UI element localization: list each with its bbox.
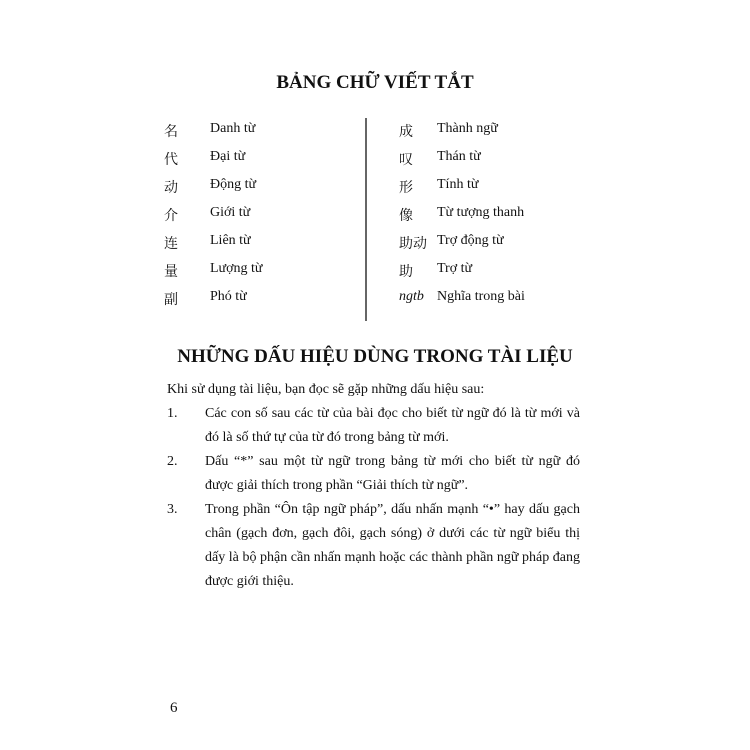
abbreviation-symbol: 副 — [164, 293, 178, 308]
abbreviation-label: Trợ động từ — [437, 233, 504, 248]
item-text: Các con số sau các từ của bài đọc cho biết từ ngữ đó là từ mới và đó là số thứ tự của từ đó trong bảng từ mới. — [205, 406, 580, 445]
abbreviation-label: Trợ từ — [437, 261, 473, 276]
abbreviation-symbol: 成 — [399, 125, 413, 140]
abbreviation-label: Lượng từ — [210, 261, 263, 276]
abbreviation-symbol: 形 — [399, 181, 413, 196]
abbreviation-symbol: 代 — [164, 153, 178, 168]
item-number: 1. — [167, 406, 178, 421]
page-number: 6 — [170, 700, 178, 716]
abbreviation-symbol: 助 — [399, 265, 413, 280]
abbreviation-symbol: ngtb — [399, 289, 424, 304]
abbreviation-symbol: 助动 — [399, 237, 427, 252]
abbreviation-symbol: 像 — [399, 209, 413, 224]
abbreviation-label: Đại từ — [210, 149, 246, 164]
intro-text: Khi sử dụng tài liệu, bạn đọc sẽ gặp những dấu hiệu sau: — [167, 382, 485, 397]
abbreviation-symbol: 连 — [164, 237, 178, 252]
abbreviation-label: Liên từ — [210, 233, 251, 248]
abbreviation-label: Thán từ — [437, 149, 481, 164]
abbreviation-label: Từ tượng thanh — [437, 205, 525, 220]
abbreviation-label: Thành ngữ — [437, 121, 498, 136]
abbreviation-symbol: 动 — [164, 181, 178, 196]
abbreviation-label: Tính từ — [437, 177, 479, 192]
column-divider — [365, 118, 367, 321]
item-number: 3. — [167, 502, 178, 517]
abbreviation-symbol: 量 — [164, 265, 178, 280]
item-number: 2. — [167, 454, 178, 469]
abbreviation-label: Phó từ — [210, 289, 247, 304]
item-text: Dấu “*” sau một từ ngữ trong bảng từ mới cho biết từ ngữ đó được giải thích trong phần “Giải thích từ ngữ”. — [205, 454, 580, 493]
abbreviation-label: Giới từ — [210, 205, 251, 220]
abbreviation-label: Nghĩa trong bài — [437, 289, 525, 304]
list-item — [167, 498, 580, 594]
section-body — [167, 378, 580, 594]
item-text: Trong phần “Ôn tập ngữ pháp”, dấu nhấn mạnh “•” hay dấu gạch chân (gạch đơn, gạch đôi, gạch sóng) ở dưới các từ ngữ biểu thị dấy là bộ phận cần nhấn mạnh hoặc các thành phần ngữ pháp đang được giới thiệu. — [205, 502, 580, 589]
abbreviation-label: Danh từ — [210, 121, 256, 136]
page-title: BẢNG CHỮ VIẾT TẮT — [276, 72, 474, 93]
list-item — [167, 402, 580, 450]
list-item — [167, 450, 580, 498]
section-title: NHỮNG DẤU HIỆU DÙNG TRONG TÀI LIỆU — [177, 346, 573, 367]
abbreviation-symbol: 介 — [164, 209, 178, 224]
abbreviation-label: Động từ — [210, 177, 257, 192]
abbreviation-symbol: 名 — [164, 125, 178, 140]
abbreviation-symbol: 叹 — [399, 153, 413, 168]
